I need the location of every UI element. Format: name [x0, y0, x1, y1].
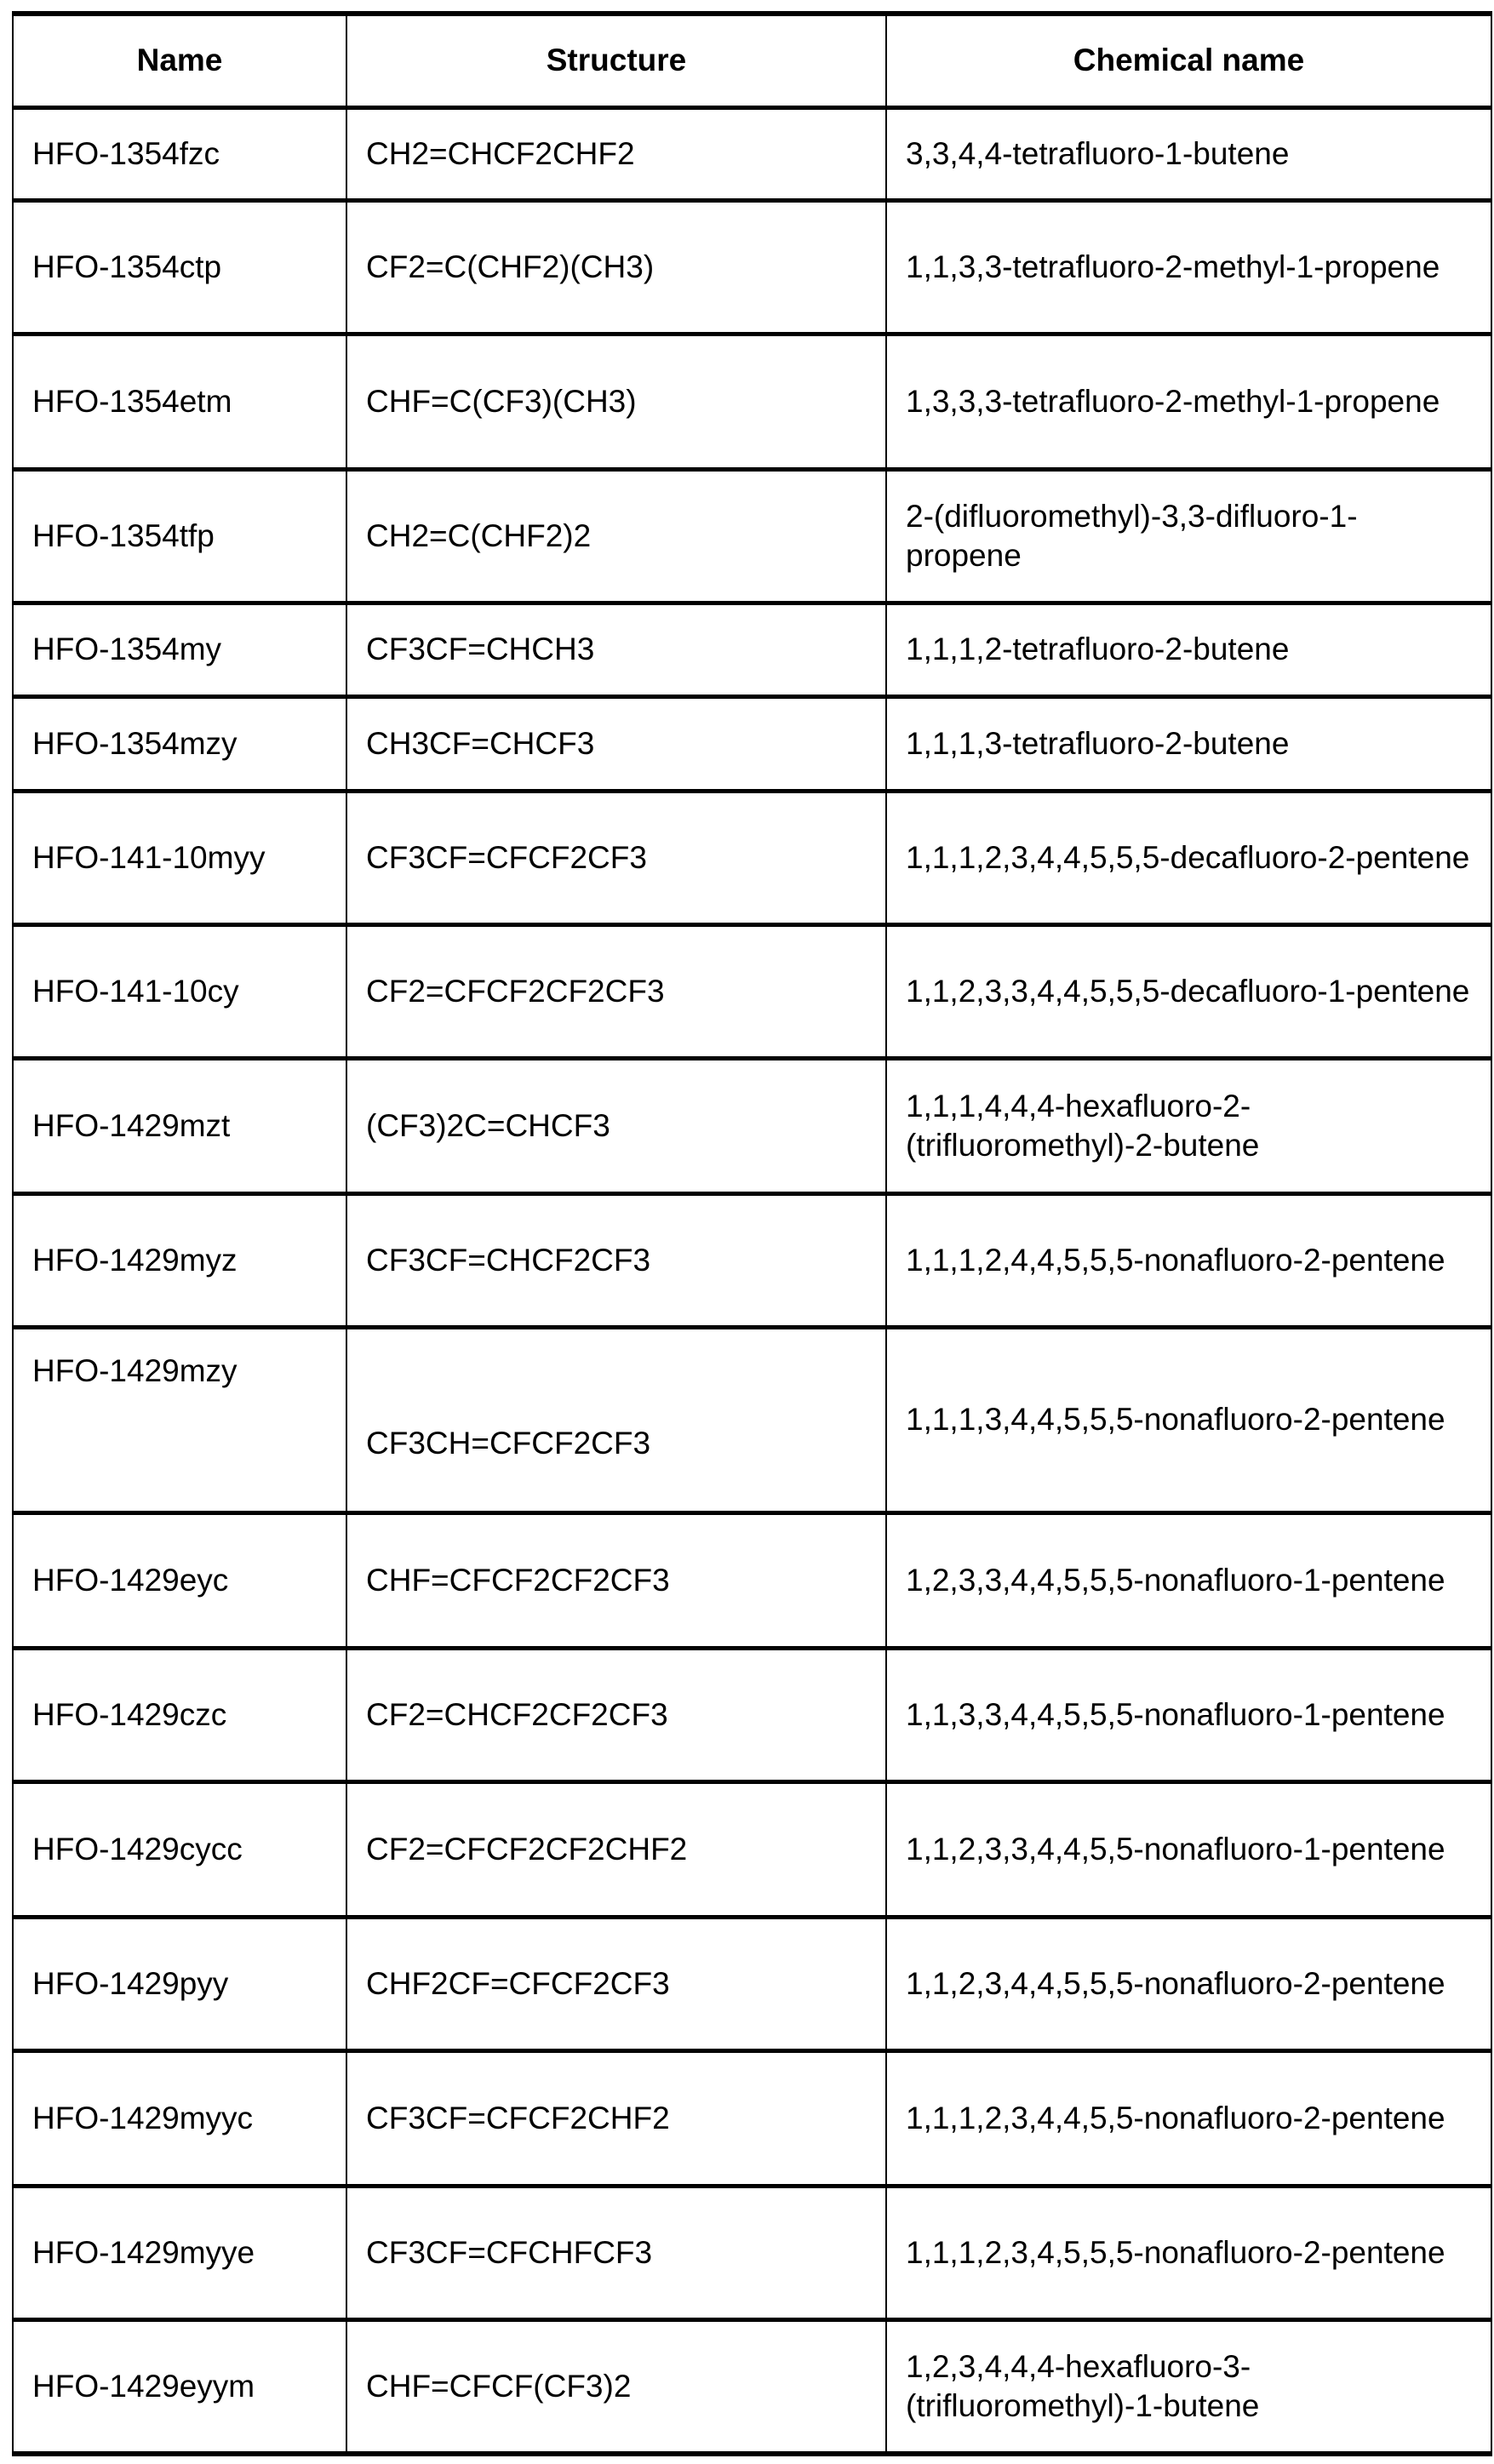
structure-cell: CH2=C(CHF2)2: [346, 469, 886, 603]
name-cell: HFO-1354tfp: [13, 469, 346, 603]
table-row: [13, 1648, 1491, 1781]
structure-cell: CHF2CF=CFCF2CF3: [346, 1917, 886, 2050]
chemical-name-cell: 1,1,1,2,4,4,5,5,5-nonafluoro-2-pentene: [886, 1193, 1491, 1327]
chemical-name-cell: 1,3,3,3-tetrafluoro-2-methyl-1-propene: [886, 334, 1491, 469]
name-cell: HFO-1429czc: [13, 1648, 346, 1781]
chemical-name-cell: 1,1,1,4,4,4-hexafluoro-2-(trifluoromethyl)-2-butene: [886, 1058, 1491, 1193]
structure-cell: CF2=CHCF2CF2CF3: [346, 1648, 886, 1781]
table-row: [13, 107, 1491, 200]
table-row: [13, 1781, 1491, 1917]
name-cell: HFO-1429eyym: [13, 2319, 346, 2454]
chemical-name-cell: 1,1,2,3,3,4,4,5,5,5-decafluoro-1-pentene: [886, 924, 1491, 1058]
structure-cell: CHF=CFCF(CF3)2: [346, 2319, 886, 2454]
structure-cell: CF3CF=CFCHFCF3: [346, 2186, 886, 2319]
chemical-name-cell: 1,2,3,3,4,4,5,5,5-nonafluoro-1-pentene: [886, 1512, 1491, 1648]
hfo-compound-table: [12, 11, 1492, 2456]
table-row: [13, 603, 1491, 696]
chemical-name-cell: 1,1,1,3-tetrafluoro-2-butene: [886, 696, 1491, 791]
name-cell: HFO-1429pyy: [13, 1917, 346, 2050]
chemical-name-cell: 1,2,3,4,4,4-hexafluoro-3-(trifluoromethyl)-1-butene: [886, 2319, 1491, 2454]
chemical-name-cell: 1,1,1,2,3,4,4,5,5,5-decafluoro-2-pentene: [886, 791, 1491, 924]
header-row: [13, 14, 1491, 107]
structure-cell: CF3CH=CFCF2CF3: [346, 1327, 886, 1512]
name-cell: HFO-141-10myy: [13, 791, 346, 924]
name-cell: HFO-1354my: [13, 603, 346, 696]
name-cell: HFO-1429mzy: [13, 1327, 346, 1512]
table-row: [13, 791, 1491, 924]
table-row: [13, 1512, 1491, 1648]
structure-cell: CF3CF=CHCF2CF3: [346, 1193, 886, 1327]
table-row: [13, 1327, 1491, 1512]
structure-cell: CF2=C(CHF2)(CH3): [346, 200, 886, 334]
chemical-name-cell: 1,1,3,3,4,4,5,5,5-nonafluoro-1-pentene: [886, 1648, 1491, 1781]
name-cell: HFO-1429myz: [13, 1193, 346, 1327]
structure-cell: CH2=CHCF2CHF2: [346, 107, 886, 200]
name-cell: HFO-1354mzy: [13, 696, 346, 791]
header-chemical-name: Chemical name: [886, 14, 1491, 107]
header-structure: Structure: [346, 14, 886, 107]
table-row: [13, 2186, 1491, 2319]
table-row: [13, 2050, 1491, 2186]
table-row: [13, 1058, 1491, 1193]
name-cell: HFO-1429myyc: [13, 2050, 346, 2186]
name-cell: HFO-1354fzc: [13, 107, 346, 200]
table-row: [13, 696, 1491, 791]
structure-cell: CH3CF=CHCF3: [346, 696, 886, 791]
structure-cell: CHF=C(CF3)(CH3): [346, 334, 886, 469]
table-row: [13, 924, 1491, 1058]
structure-cell: CF3CF=CFCF2CF3: [346, 791, 886, 924]
chemical-name-cell: 1,1,3,3-tetrafluoro-2-methyl-1-propene: [886, 200, 1491, 334]
structure-cell: CHF=CFCF2CF2CF3: [346, 1512, 886, 1648]
chemical-name-cell: 1,1,1,2,3,4,5,5,5-nonafluoro-2-pentene: [886, 2186, 1491, 2319]
chemical-name-cell: 1,1,1,2-tetrafluoro-2-butene: [886, 603, 1491, 696]
structure-cell: CF3CF=CHCH3: [346, 603, 886, 696]
name-cell: HFO-141-10cy: [13, 924, 346, 1058]
name-cell: HFO-1354ctp: [13, 200, 346, 334]
structure-cell: (CF3)2C=CHCF3: [346, 1058, 886, 1193]
name-cell: HFO-1354etm: [13, 334, 346, 469]
chemical-name-cell: 3,3,4,4-tetrafluoro-1-butene: [886, 107, 1491, 200]
structure-cell: CF3CF=CFCF2CHF2: [346, 2050, 886, 2186]
header-name: Name: [13, 14, 346, 107]
chemical-name-cell: 2-(difluoromethyl)-3,3-difluoro-1-propene: [886, 469, 1491, 603]
chemical-name-cell: 1,1,2,3,4,4,5,5,5-nonafluoro-2-pentene: [886, 1917, 1491, 2050]
name-cell: HFO-1429mzt: [13, 1058, 346, 1193]
table-row: [13, 1917, 1491, 2050]
name-cell: HFO-1429myye: [13, 2186, 346, 2319]
table-row: [13, 334, 1491, 469]
table-row: [13, 1193, 1491, 1327]
chemical-name-cell: 1,1,1,2,3,4,4,5,5-nonafluoro-2-pentene: [886, 2050, 1491, 2186]
chemical-name-cell: 1,1,2,3,3,4,4,5,5-nonafluoro-1-pentene: [886, 1781, 1491, 1917]
structure-cell: CF2=CFCF2CF2CHF2: [346, 1781, 886, 1917]
table-row: [13, 2319, 1491, 2454]
table-row: [13, 200, 1491, 334]
name-cell: HFO-1429cycc: [13, 1781, 346, 1917]
structure-cell: CF2=CFCF2CF2CF3: [346, 924, 886, 1058]
name-cell: HFO-1429eyc: [13, 1512, 346, 1648]
chemical-name-cell: 1,1,1,3,4,4,5,5,5-nonafluoro-2-pentene: [886, 1327, 1491, 1512]
table-row: [13, 469, 1491, 603]
